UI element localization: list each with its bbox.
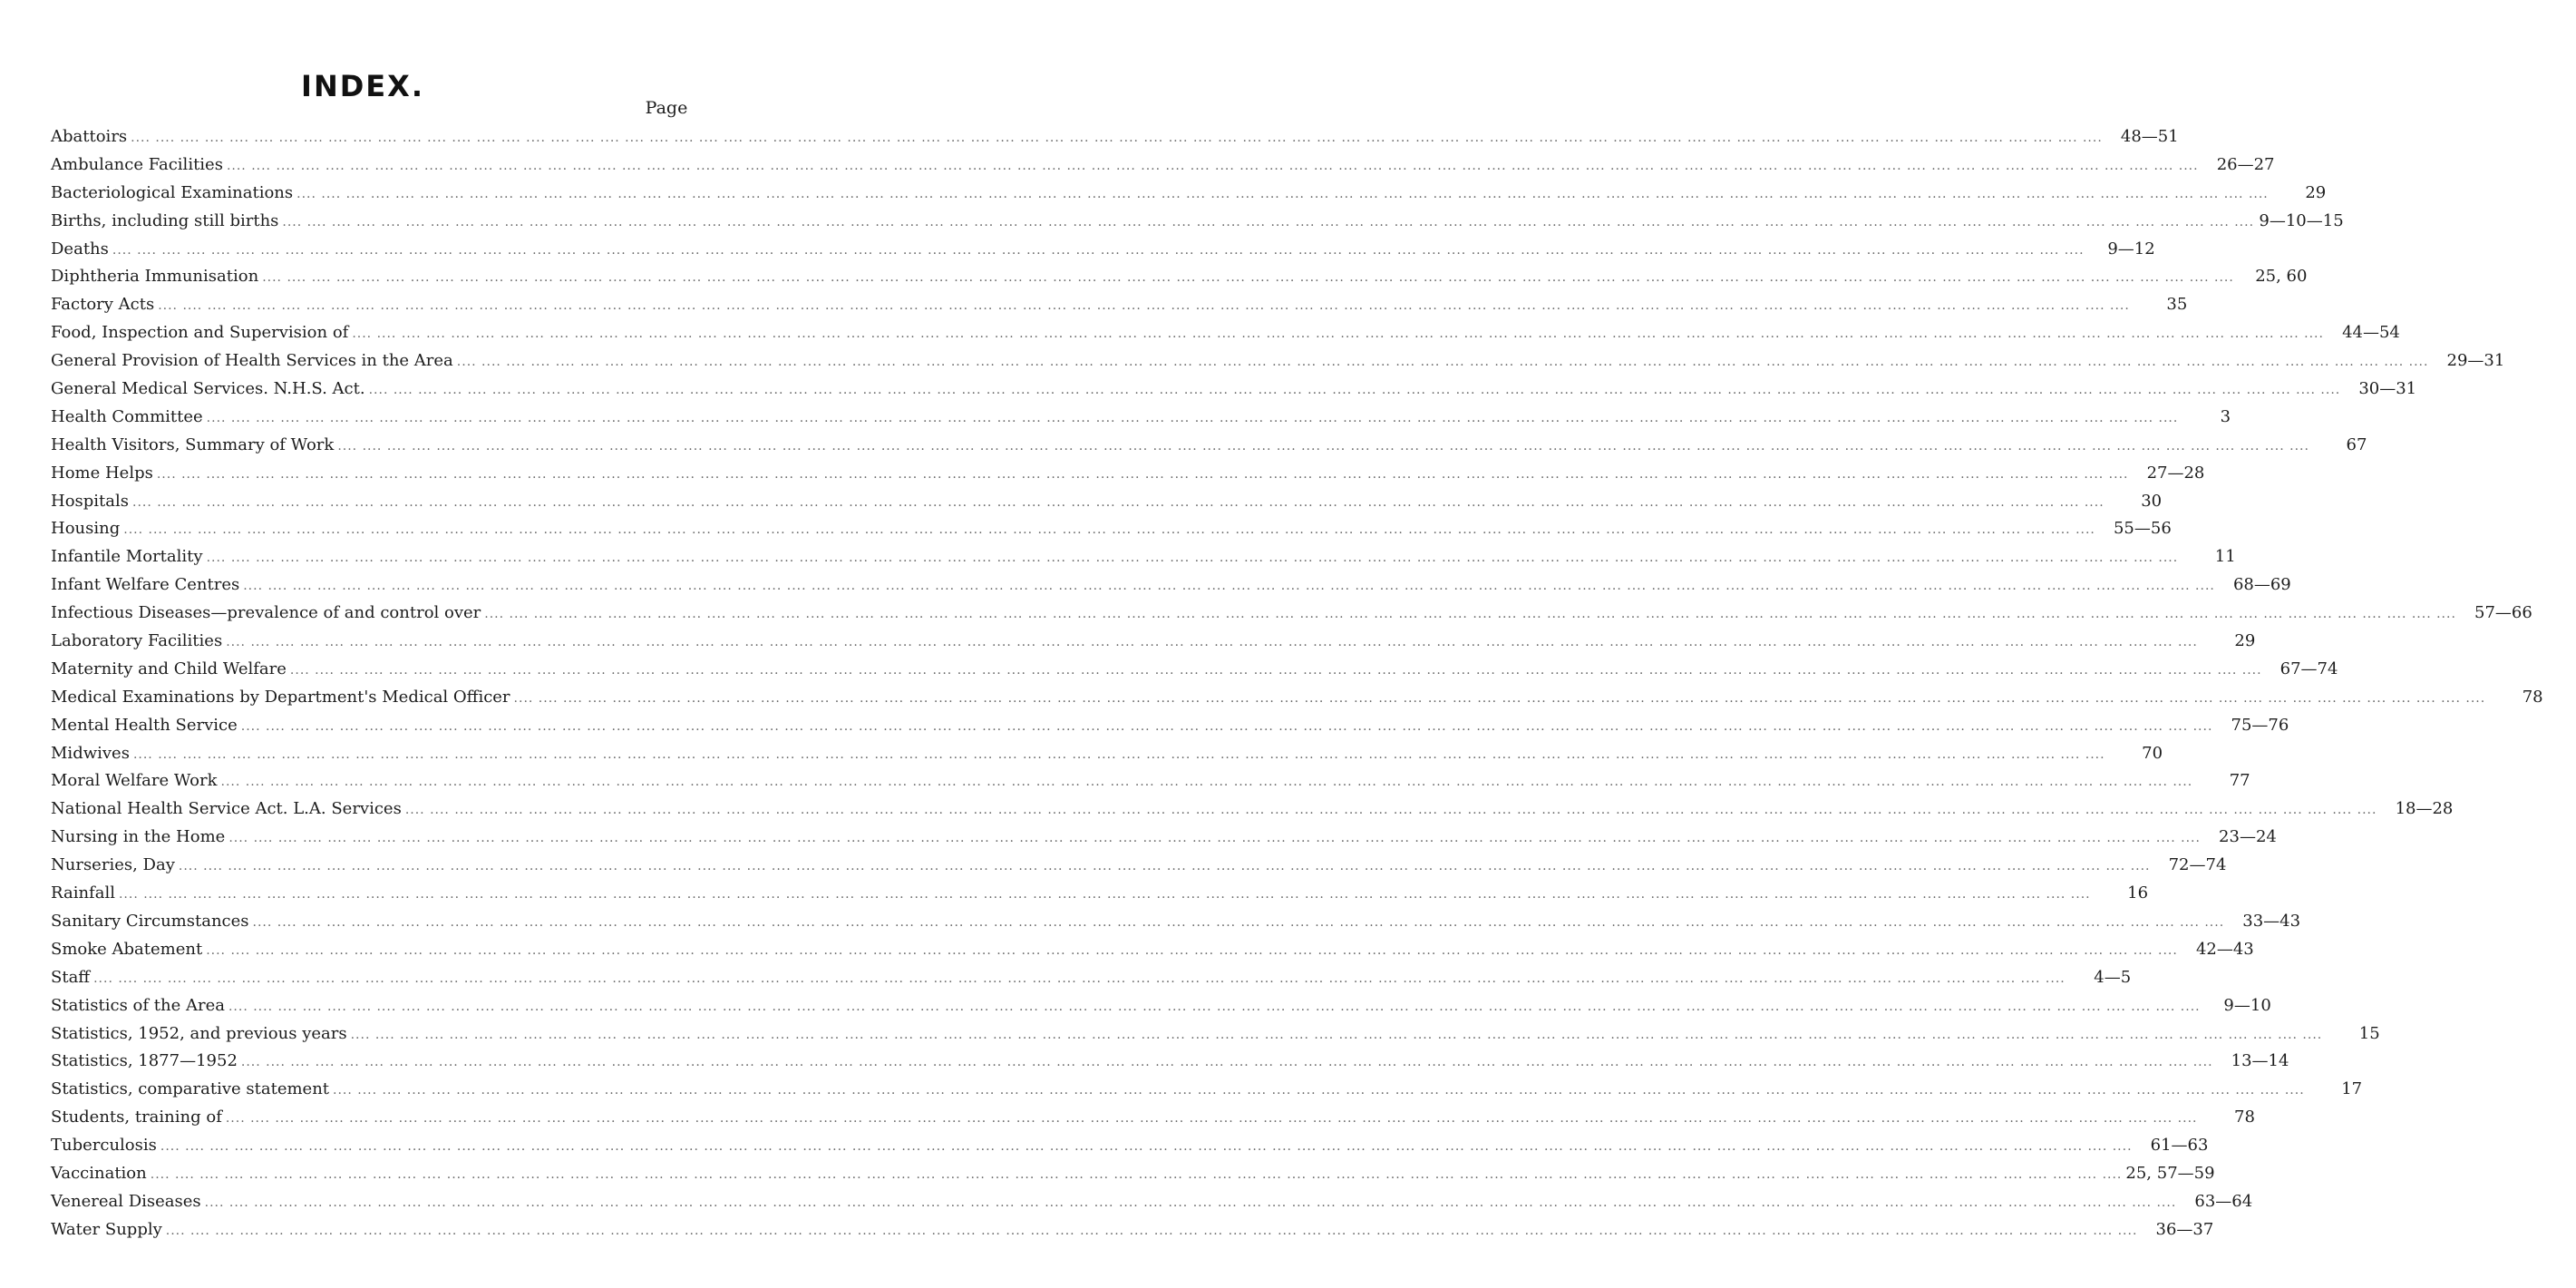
entry-pages: 16 [2127,883,2149,903]
entry-pages: 15 [2358,1023,2380,1043]
index-entry [51,543,2236,571]
entry-pages: 13—14 [2231,1051,2289,1071]
entry-pages: 36—37 [2155,1219,2214,1239]
entry-label: Statistics, 1877—1952 [51,1051,238,1071]
entry-pages: 27—28 [2146,463,2205,483]
entry-pages: 3 [2220,406,2231,426]
entry-label: Nursing in the Home [51,827,226,847]
entry-pages: 18—28 [2395,799,2454,819]
index-entry [51,767,2250,795]
index-entry [51,1076,2363,1104]
index-entry [51,376,2417,404]
page-title: INDEX. [301,69,424,103]
index-entry [51,151,2275,180]
dot-leader: .... .... .... .... .... .... .... .... .... .... .... .... .... .... .... .... .... .... .... .... .... .... .... .... .... .... .... .... .... .... .... .... .... .... .... .... .... .... .... .... .... .... .... .... .... .... .... .... .... .... .... .... .... .... .... .... .... .... .... .... .... .... .... .... .... .... .... .... .... .... .... .... .... .... .... .... .... .... .... .... [296,186,2269,201]
entry-pages: 75—76 [2231,715,2289,735]
entry-pages: 26—27 [2216,154,2275,174]
entry-label: Bacteriological Examinations [51,182,294,202]
entry-label: Infectious Diseases—prevalence of and control over [51,603,481,623]
index-entry [51,656,2338,684]
entry-pages: 9—10—15 [2259,210,2344,230]
dot-leader: .... .... .... .... .... .... .... .... .... .... .... .... .... .... .... .... .... .... .... .... .... .... .... .... .... .... .... .... .... .... .... .... .... .... .... .... .... .... .... .... .... .... .... .... .... .... .... .... .... .... .... .... .... .... .... .... .... .... .... .... .... .... .... .... .... .... .... .... .... .... .... .... .... .... .... .... .... .... .... .... [240,718,2213,734]
dot-leader: .... .... .... .... .... .... .... .... .... .... .... .... .... .... .... .... .... .... .... .... .... .... .... .... .... .... .... .... .... .... .... .... .... .... .... .... .... .... .... .... .... .... .... .... .... .... .... .... .... .... .... .... .... .... .... .... .... .... .... .... .... .... .... .... .... .... .... .... .... .... .... .... .... .... .... .... .... .... .... .... [262,270,2234,286]
entry-label: Rainfall [51,883,115,903]
index-entries [51,123,2543,1244]
dot-leader: .... .... .... .... .... .... .... .... .... .... .... .... .... .... .... .... .... .... .... .... .... .... .... .... .... .... .... .... .... .... .... .... .... .... .... .... .... .... .... .... .... .... .... .... .... .... .... .... .... .... .... .... .... .... .... .... .... .... .... .... .... .... .... .... .... .... .... .... .... .... .... .... .... .... .... .... .... .... .... .... [156,466,2129,482]
entry-pages: 29—31 [2446,351,2505,371]
dot-leader: .... .... .... .... .... .... .... .... .... .... .... .... .... .... .... .... .... .... .... .... .... .... .... .... .... .... .... .... .... .... .... .... .... .... .... .... .... .... .... .... .... .... .... .... .... .... .... .... .... .... .... .... .... .... .... .... .... .... .... .... .... .... .... .... .... .... .... .... .... .... .... .... .... .... .... .... .... .... .... .... [368,383,2341,398]
entry-label: Smoke Abatement [51,939,203,959]
dot-leader: .... .... .... .... .... .... .... .... .... .... .... .... .... .... .... .... .... .... .... .... .... .... .... .... .... .... .... .... .... .... .... .... .... .... .... .... .... .... .... .... .... .... .... .... .... .... .... .... .... .... .... .... .... .... .... .... .... .... .... .... .... .... .... .... .... .... .... .... .... .... .... .... .... .... .... .... .... .... .... .... [112,242,2085,258]
entry-label: Infant Welfare Centres [51,575,240,595]
entry-label: Tuberculosis [51,1136,157,1156]
dot-leader: .... .... .... .... .... .... .... .... .... .... .... .... .... .... .... .... .... .... .... .... .... .... .... .... .... .... .... .... .... .... .... .... .... .... .... .... .... .... .... .... .... .... .... .... .... .... .... .... .... .... .... .... .... .... .... .... .... .... .... .... .... .... .... .... .... .... .... .... .... .... .... .... .... .... .... .... .... .... .... .... [282,214,2255,229]
entry-pages: 55—56 [2113,519,2172,539]
entry-label: Deaths [51,239,109,259]
dot-leader: .... .... .... .... .... .... .... .... .... .... .... .... .... .... .... .... .... .... .... .... .... .... .... .... .... .... .... .... .... .... .... .... .... .... .... .... .... .... .... .... .... .... .... .... .... .... .... .... .... .... .... .... .... .... .... .... .... .... .... .... .... .... .... .... .... .... .... .... .... .... .... .... .... .... .... .... .... .... .... .... [93,971,2066,986]
entry-label: Abattoirs [51,127,128,146]
entry-label: Sanitary Circumstances [51,911,249,931]
index-entry [51,908,2301,936]
index-entry [51,992,2271,1020]
entry-pages: 35 [2166,295,2188,315]
entry-pages: 72—74 [2168,855,2227,875]
dot-leader: .... .... .... .... .... .... .... .... .... .... .... .... .... .... .... .... .... .... .... .... .... .... .... .... .... .... .... .... .... .... .... .... .... .... .... .... .... .... .... .... .... .... .... .... .... .... .... .... .... .... .... .... .... .... .... .... .... .... .... .... .... .... .... .... .... .... .... .... .... .... .... .... .... .... .... .... .... .... .... .... [178,859,2151,874]
entry-label: Water Supply [51,1219,162,1239]
dot-leader: .... .... .... .... .... .... .... .... .... .... .... .... .... .... .... .... .... .... .... .... .... .... .... .... .... .... .... .... .... .... .... .... .... .... .... .... .... .... .... .... .... .... .... .... .... .... .... .... .... .... .... .... .... .... .... .... .... .... .... .... .... .... .... .... .... .... .... .... .... .... .... .... .... .... .... .... .... .... .... .... [243,579,2215,594]
index-entry [51,432,2367,460]
entry-pages: 4—5 [2094,967,2132,987]
page-column-heading: Page [645,98,688,118]
entry-label: Statistics, comparative statement [51,1079,330,1099]
entry-label: General Medical Services. N.H.S. Act. [51,379,365,399]
dot-leader: .... .... .... .... .... .... .... .... .... .... .... .... .... .... .... .... .... .... .... .... .... .... .... .... .... .... .... .... .... .... .... .... .... .... .... .... .... .... .... .... .... .... .... .... .... .... .... .... .... .... .... .... .... .... .... .... .... .... .... .... .... .... .... .... .... .... .... .... .... .... .... .... .... .... .... .... .... .... .... .... [131,131,2103,145]
dot-leader: .... .... .... .... .... .... .... .... .... .... .... .... .... .... .... .... .... .... .... .... .... .... .... .... .... .... .... .... .... .... .... .... .... .... .... .... .... .... .... .... .... .... .... .... .... .... .... .... .... .... .... .... .... .... .... .... .... .... .... .... .... .... .... .... .... .... .... .... .... .... .... .... .... .... .... .... .... .... .... .... [289,662,2262,678]
entry-label: General Provision of Health Services in the Area [51,351,453,371]
index-entry [51,263,2308,291]
entry-label: Staff [51,967,91,987]
index-entry [51,1188,2253,1216]
index-entry [51,1160,2215,1188]
entry-pages: 33—43 [2242,911,2301,931]
index-entry [51,712,2289,740]
index-entry [51,880,2149,908]
entry-label: Ambulance Facilities [51,154,223,174]
dot-leader: .... .... .... .... .... .... .... .... .... .... .... .... .... .... .... .... .... .... .... .... .... .... .... .... .... .... .... .... .... .... .... .... .... .... .... .... .... .... .... .... .... .... .... .... .... .... .... .... .... .... .... .... .... .... .... .... .... .... .... .... .... .... .... .... .... .... .... .... .... .... .... .... .... .... .... .... .... .... .... .... [240,1055,2213,1070]
entry-label: National Health Service Act. L.A. Services [51,799,402,819]
index-entry [51,236,2155,264]
entry-label: Health Committee [51,406,203,426]
index-entry [51,515,2172,543]
dot-leader: .... .... .... .... .... .... .... .... .... .... .... .... .... .... .... .... .... .... .... .... .... .... .... .... .... .... .... .... .... .... .... .... .... .... .... .... .... .... .... .... .... .... .... .... .... .... .... .... .... .... .... .... .... .... .... .... .... .... .... .... .... .... .... .... .... .... .... .... .... .... .... .... .... .... .... .... .... .... .... .... [225,1111,2198,1127]
dot-leader: .... .... .... .... .... .... .... .... .... .... .... .... .... .... .... .... .... .... .... .... .... .... .... .... .... .... .... .... .... .... .... .... .... .... .... .... .... .... .... .... .... .... .... .... .... .... .... .... .... .... .... .... .... .... .... .... .... .... .... .... .... .... .... .... .... .... .... .... .... .... .... .... .... .... .... .... .... .... .... .... [220,775,2193,790]
dot-leader: .... .... .... .... .... .... .... .... .... .... .... .... .... .... .... .... .... .... .... .... .... .... .... .... .... .... .... .... .... .... .... .... .... .... .... .... .... .... .... .... .... .... .... .... .... .... .... .... .... .... .... .... .... .... .... .... .... .... .... .... .... .... .... .... .... .... .... .... .... .... .... .... .... .... .... .... .... .... .... .... [165,1223,2138,1238]
index-entry [51,1216,2214,1244]
entry-pages: 48—51 [2120,127,2179,146]
index-entry [51,936,2254,964]
index-entry [51,460,2205,488]
dot-leader: .... .... .... .... .... .... .... .... .... .... .... .... .... .... .... .... .... .... .... .... .... .... .... .... .... .... .... .... .... .... .... .... .... .... .... .... .... .... .... .... .... .... .... .... .... .... .... .... .... .... .... .... .... .... .... .... .... .... .... .... .... .... .... .... .... .... .... .... .... .... .... .... .... .... .... .... .... .... .... .... [404,803,2377,818]
entry-label: Diphtheria Immunisation [51,267,259,287]
entry-label: Home Helps [51,463,153,483]
entry-pages: 42—43 [2195,939,2254,959]
dot-leader: .... .... .... .... .... .... .... .... .... .... .... .... .... .... .... .... .... .... .... .... .... .... .... .... .... .... .... .... .... .... .... .... .... .... .... .... .... .... .... .... .... .... .... .... .... .... .... .... .... .... .... .... .... .... .... .... .... .... .... .... .... .... .... .... .... .... .... .... .... .... .... .... .... .... .... .... .... .... .... .... [337,438,2309,454]
index-entry [51,291,2188,319]
entry-pages: 44—54 [2342,323,2400,343]
index-entry [51,488,2163,516]
index-entry [51,740,2163,768]
entry-pages: 25, 57—59 [2125,1163,2215,1183]
index-entry [51,1104,2255,1132]
entry-pages: 61—63 [2150,1136,2209,1156]
entry-label: Health Visitors, Summary of Work [51,434,335,454]
dot-leader: .... .... .... .... .... .... .... .... .... .... .... .... .... .... .... .... .... .... .... .... .... .... .... .... .... .... .... .... .... .... .... .... .... .... .... .... .... .... .... .... .... .... .... .... .... .... .... .... .... .... .... .... .... .... .... .... .... .... .... .... .... .... .... .... .... .... .... .... .... .... .... .... .... .... .... .... .... .... .... .... [228,831,2201,846]
entry-label: Factory Acts [51,295,155,315]
dot-leader: .... .... .... .... .... .... .... .... .... .... .... .... .... .... .... .... .... .... .... .... .... .... .... .... .... .... .... .... .... .... .... .... .... .... .... .... .... .... .... .... .... .... .... .... .... .... .... .... .... .... .... .... .... .... .... .... .... .... .... .... .... .... .... .... .... .... .... .... .... .... .... .... .... .... .... .... .... .... .... .... [456,355,2429,370]
entry-pages: 78 [2522,687,2543,707]
entry-pages: 70 [2142,743,2163,763]
entry-label: Moral Welfare Work [51,771,218,791]
dot-leader: .... .... .... .... .... .... .... .... .... .... .... .... .... .... .... .... .... .... .... .... .... .... .... .... .... .... .... .... .... .... .... .... .... .... .... .... .... .... .... .... .... .... .... .... .... .... .... .... .... .... .... .... .... .... .... .... .... .... .... .... .... .... .... .... .... .... .... .... .... .... .... .... .... .... .... .... .... .... .... .... [484,607,2456,622]
entry-pages: 30—31 [2358,379,2417,399]
dot-leader: .... .... .... .... .... .... .... .... .... .... .... .... .... .... .... .... .... .... .... .... .... .... .... .... .... .... .... .... .... .... .... .... .... .... .... .... .... .... .... .... .... .... .... .... .... .... .... .... .... .... .... .... .... .... .... .... .... .... .... .... .... .... .... .... .... .... .... .... .... .... .... .... .... .... .... .... .... .... .... .... [123,522,2095,538]
dot-leader: .... .... .... .... .... .... .... .... .... .... .... .... .... .... .... .... .... .... .... .... .... .... .... .... .... .... .... .... .... .... .... .... .... .... .... .... .... .... .... .... .... .... .... .... .... .... .... .... .... .... .... .... .... .... .... .... .... .... .... .... .... .... .... .... .... .... .... .... .... .... .... .... .... .... .... .... .... .... .... .... [160,1139,2133,1155]
entry-label: Mental Health Service [51,715,238,735]
entry-pages: 29 [2305,182,2327,202]
index-entry [51,347,2505,376]
dot-leader: .... .... .... .... .... .... .... .... .... .... .... .... .... .... .... .... .... .... .... .... .... .... .... .... .... .... .... .... .... .... .... .... .... .... .... .... .... .... .... .... .... .... .... .... .... .... .... .... .... .... .... .... .... .... .... .... .... .... .... .... .... .... .... .... .... .... .... .... .... .... .... .... .... .... .... .... .... .... .... .... [132,494,2105,510]
index-entry [51,795,2454,824]
dot-leader: .... .... .... .... .... .... .... .... .... .... .... .... .... .... .... .... .... .... .... .... .... .... .... .... .... .... .... .... .... .... .... .... .... .... .... .... .... .... .... .... .... .... .... .... .... .... .... .... .... .... .... .... .... .... .... .... .... .... .... .... .... .... .... .... .... .... .... .... .... .... .... .... .... .... .... .... .... .... .... .... [350,1027,2323,1042]
entry-pages: 57—66 [2474,603,2532,623]
entry-label: Maternity and Child Welfare [51,659,287,678]
dot-leader: .... .... .... .... .... .... .... .... .... .... .... .... .... .... .... .... .... .... .... .... .... .... .... .... .... .... .... .... .... .... .... .... .... .... .... .... .... .... .... .... .... .... .... .... .... .... .... .... .... .... .... .... .... .... .... .... .... .... .... .... .... .... .... .... .... .... .... .... .... .... .... .... .... .... .... .... .... .... .... .... [513,690,2486,706]
dot-leader: .... .... .... .... .... .... .... .... .... .... .... .... .... .... .... .... .... .... .... .... .... .... .... .... .... .... .... .... .... .... .... .... .... .... .... .... .... .... .... .... .... .... .... .... .... .... .... .... .... .... .... .... .... .... .... .... .... .... .... .... .... .... .... .... .... .... .... .... .... .... .... .... .... .... .... .... .... .... .... .... [150,1166,2123,1182]
entry-label: Statistics, 1952, and previous years [51,1023,347,1043]
entry-label: Infantile Mortality [51,547,203,567]
entry-pages: 67—74 [2280,659,2338,678]
entry-pages: 68—69 [2232,575,2291,595]
entry-pages: 30 [2141,491,2163,511]
entry-label: Vaccination [51,1163,147,1183]
entry-label: Hospitals [51,491,130,511]
dot-leader: .... .... .... .... .... .... .... .... .... .... .... .... .... .... .... .... .... .... .... .... .... .... .... .... .... .... .... .... .... .... .... .... .... .... .... .... .... .... .... .... .... .... .... .... .... .... .... .... .... .... .... .... .... .... .... .... .... .... .... .... .... .... .... .... .... .... .... .... .... .... .... .... .... .... .... .... .... .... .... .... [228,999,2201,1014]
entry-label: Venereal Diseases [51,1191,201,1211]
entry-label: Statistics of the Area [51,995,225,1015]
dot-leader: .... .... .... .... .... .... .... .... .... .... .... .... .... .... .... .... .... .... .... .... .... .... .... .... .... .... .... .... .... .... .... .... .... .... .... .... .... .... .... .... .... .... .... .... .... .... .... .... .... .... .... .... .... .... .... .... .... .... .... .... .... .... .... .... .... .... .... .... .... .... .... .... .... .... .... .... .... .... .... .... [206,551,2179,566]
index-entry [51,1048,2289,1076]
entry-pages: 17 [2341,1079,2363,1099]
dot-leader: .... .... .... .... .... .... .... .... .... .... .... .... .... .... .... .... .... .... .... .... .... .... .... .... .... .... .... .... .... .... .... .... .... .... .... .... .... .... .... .... .... .... .... .... .... .... .... .... .... .... .... .... .... .... .... .... .... .... .... .... .... .... .... .... .... .... .... .... .... .... .... .... .... .... .... .... .... .... .... .... [226,635,2198,650]
index-entry [51,123,2179,151]
entry-pages: 29 [2234,631,2256,651]
index-entry [51,824,2277,852]
index-entry [51,1132,2209,1160]
index-entry [51,319,2400,347]
entry-pages: 63—64 [2194,1191,2253,1211]
dot-leader: .... .... .... .... .... .... .... .... .... .... .... .... .... .... .... .... .... .... .... .... .... .... .... .... .... .... .... .... .... .... .... .... .... .... .... .... .... .... .... .... .... .... .... .... .... .... .... .... .... .... .... .... .... .... .... .... .... .... .... .... .... .... .... .... .... .... .... .... .... .... .... .... .... .... .... .... .... .... .... .... [206,942,2178,958]
dot-leader: .... .... .... .... .... .... .... .... .... .... .... .... .... .... .... .... .... .... .... .... .... .... .... .... .... .... .... .... .... .... .... .... .... .... .... .... .... .... .... .... .... .... .... .... .... .... .... .... .... .... .... .... .... .... .... .... .... .... .... .... .... .... .... .... .... .... .... .... .... .... .... .... .... .... .... .... .... .... .... .... [132,746,2105,762]
entry-pages: 67 [2346,434,2367,454]
index-entry [51,684,2543,712]
dot-leader: .... .... .... .... .... .... .... .... .... .... .... .... .... .... .... .... .... .... .... .... .... .... .... .... .... .... .... .... .... .... .... .... .... .... .... .... .... .... .... .... .... .... .... .... .... .... .... .... .... .... .... .... .... .... .... .... .... .... .... .... .... .... .... .... .... .... .... .... .... .... .... .... .... .... .... .... .... .... .... .... [206,410,2179,425]
dot-leader: .... .... .... .... .... .... .... .... .... .... .... .... .... .... .... .... .... .... .... .... .... .... .... .... .... .... .... .... .... .... .... .... .... .... .... .... .... .... .... .... .... .... .... .... .... .... .... .... .... .... .... .... .... .... .... .... .... .... .... .... .... .... .... .... .... .... .... .... .... .... .... .... .... .... .... .... .... .... .... .... [118,887,2091,903]
entry-pages: 77 [2229,771,2250,791]
dot-leader: .... .... .... .... .... .... .... .... .... .... .... .... .... .... .... .... .... .... .... .... .... .... .... .... .... .... .... .... .... .... .... .... .... .... .... .... .... .... .... .... .... .... .... .... .... .... .... .... .... .... .... .... .... .... .... .... .... .... .... .... .... .... .... .... .... .... .... .... .... .... .... .... .... .... .... .... .... .... .... .... [226,158,2199,173]
index-entry [51,404,2231,432]
index-entry [51,208,2344,236]
dot-leader: .... .... .... .... .... .... .... .... .... .... .... .... .... .... .... .... .... .... .... .... .... .... .... .... .... .... .... .... .... .... .... .... .... .... .... .... .... .... .... .... .... .... .... .... .... .... .... .... .... .... .... .... .... .... .... .... .... .... .... .... .... .... .... .... .... .... .... .... .... .... .... .... .... .... .... .... .... .... .... .... [158,298,2130,314]
dot-leader: .... .... .... .... .... .... .... .... .... .... .... .... .... .... .... .... .... .... .... .... .... .... .... .... .... .... .... .... .... .... .... .... .... .... .... .... .... .... .... .... .... .... .... .... .... .... .... .... .... .... .... .... .... .... .... .... .... .... .... .... .... .... .... .... .... .... .... .... .... .... .... .... .... .... .... .... .... .... .... .... [252,914,2225,930]
entry-label: Students, training of [51,1107,222,1127]
entry-label: Midwives [51,743,130,763]
index-entry [51,964,2132,992]
dot-leader: .... .... .... .... .... .... .... .... .... .... .... .... .... .... .... .... .... .... .... .... .... .... .... .... .... .... .... .... .... .... .... .... .... .... .... .... .... .... .... .... .... .... .... .... .... .... .... .... .... .... .... .... .... .... .... .... .... .... .... .... .... .... .... .... .... .... .... .... .... .... .... .... .... .... .... .... .... .... .... .... [352,327,2324,342]
entry-pages: 9—10 [2223,995,2271,1015]
entry-pages: 11 [2214,547,2236,567]
dot-leader: .... .... .... .... .... .... .... .... .... .... .... .... .... .... .... .... .... .... .... .... .... .... .... .... .... .... .... .... .... .... .... .... .... .... .... .... .... .... .... .... .... .... .... .... .... .... .... .... .... .... .... .... .... .... .... .... .... .... .... .... .... .... .... .... .... .... .... .... .... .... .... .... .... .... .... .... .... .... .... .... [204,1195,2177,1210]
index-entry [51,571,2291,600]
entry-label: Nurseries, Day [51,855,175,875]
entry-label: Housing [51,519,121,539]
entry-pages: 9—12 [2107,239,2155,259]
dot-leader: .... .... .... .... .... .... .... .... .... .... .... .... .... .... .... .... .... .... .... .... .... .... .... .... .... .... .... .... .... .... .... .... .... .... .... .... .... .... .... .... .... .... .... .... .... .... .... .... .... .... .... .... .... .... .... .... .... .... .... .... .... .... .... .... .... .... .... .... .... .... .... .... .... .... .... .... .... .... .... .... [333,1083,2305,1098]
index-entry [51,180,2327,208]
entry-label: Food, Inspection and Supervision of [51,323,349,343]
index-entry [51,1020,2380,1049]
index-entry [51,852,2227,880]
entry-pages: 78 [2234,1107,2255,1127]
entry-label: Laboratory Facilities [51,631,223,651]
entry-label: Births, including still births [51,210,279,230]
entry-label: Medical Examinations by Department's Medical Officer [51,687,510,707]
index-entry [51,628,2256,656]
entry-pages: 23—24 [2219,827,2277,847]
entry-pages: 25, 60 [2255,267,2308,287]
index-entry [51,600,2532,628]
